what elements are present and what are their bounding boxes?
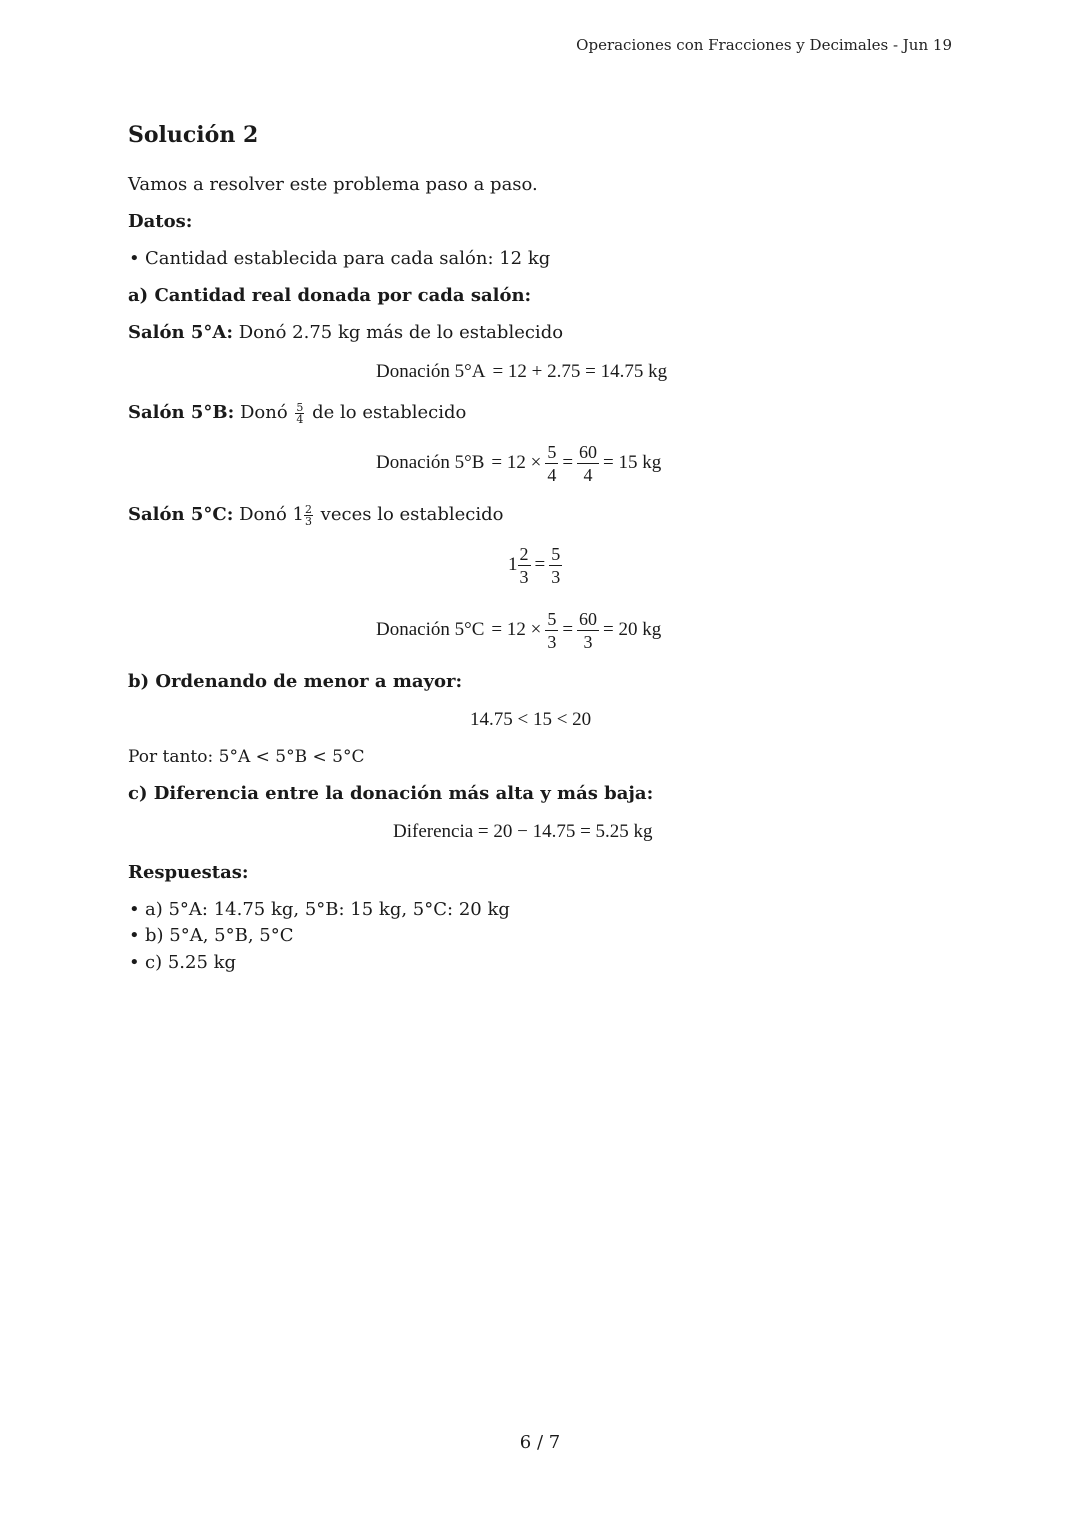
running-header: Operaciones con Fracciones y Decimales - Jun 19 [576,36,952,54]
salon-b-line [128,400,466,426]
part-a-heading: a) Cantidad real donada por cada salón: [128,285,532,306]
mixed-whole: 1 [508,554,518,575]
answer-item [129,923,294,949]
bullet-icon: • [129,899,140,920]
equation-lhs: Donación 5°B [376,452,485,473]
intro-paragraph: Vamos a resolver este problema paso a paso. [128,174,538,195]
equation-lhs: Donación 5°C [376,619,485,640]
inline-fraction: $\frac{5}{4}$ [296,400,304,426]
answer-text: a) 5°A: 14.75 kg, 5°B: 15 kg, 5°C: 20 kg [145,899,510,920]
section-title: Solución 2 [128,122,259,148]
inline-fraction: $\frac{2}{3}$ [304,502,312,528]
salon-c-text: Donó 1 [233,504,304,525]
salon-b-text: Donó [234,402,294,423]
fraction: $\frac{60}{4}$ [579,441,598,485]
equation-result: = 15 kg [603,452,662,473]
fraction: $\frac{60}{3}$ [579,608,598,652]
part-b-heading: b) Ordenando de menor a mayor: [128,671,463,692]
fraction: $\frac{5}{4}$ [547,441,557,485]
answers-label: Respuestas: [128,862,249,883]
fraction: $\frac{5}{3}$ [547,608,557,652]
fraction: $\frac{2}{3}$ [519,543,529,587]
salon-c-line [128,502,504,528]
salon-c-text-end: veces lo establecido [314,504,504,525]
equation-mixed-conversion: 1 $\frac{2}{3}$ = $\frac{5}{3}$ [508,543,561,587]
inequality: 14.75 < 15 < 20 [470,709,592,730]
list-item-text: Cantidad establecida para cada salón: 12 kg [145,248,551,269]
equation-rhs: = 12 + 2.75 = 14.75 kg [492,361,668,382]
equation-difference: Diferencia = 20 − 14.75 = 5.25 kg [393,821,653,842]
order-conclusion: Por tanto: 5°A < 5°B < 5°C [128,747,365,767]
equation-operator: = 12 × [491,452,542,473]
datos-label: Datos: [128,211,193,232]
bullet-icon: • [129,952,140,973]
answer-text: b) 5°A, 5°B, 5°C [145,925,294,946]
salon-a-text: Donó 2.75 kg más de lo establecido [233,322,564,343]
salon-a-line [128,320,563,346]
salon-b-label: Salón 5°B: [128,402,235,423]
equation-salon-b: Donación 5°B = 12 × $\frac{5}{4}$ = $\frac{60}{4}$ = 15 kg [376,441,662,485]
bullet-icon: • [129,248,140,269]
salon-c-label: Salón 5°C: [128,504,234,525]
equation-salon-c: Donación 5°C = 12 × $\frac{5}{3}$ = $\frac{60}{3}$ = 20 kg [376,608,662,652]
salon-a-label: Salón 5°A: [128,322,233,343]
equation-result: = 20 kg [603,619,662,640]
equation-lhs: Donación 5°A [376,361,486,382]
fraction: $\frac{5}{3}$ [551,543,561,587]
answer-text: c) 5.25 kg [145,952,237,973]
bullet-icon: • [129,925,140,946]
part-c-heading: c) Diferencia entre la donación más alta y más baja: [128,783,654,804]
equation-salon-a [376,358,667,386]
salon-b-text-end: de lo establecido [306,402,467,423]
datos-list-item [129,246,551,272]
page-number: 6 / 7 [519,1432,561,1453]
answer-item [129,897,510,923]
answer-item [129,950,237,976]
equation-operator: = 12 × [491,619,542,640]
